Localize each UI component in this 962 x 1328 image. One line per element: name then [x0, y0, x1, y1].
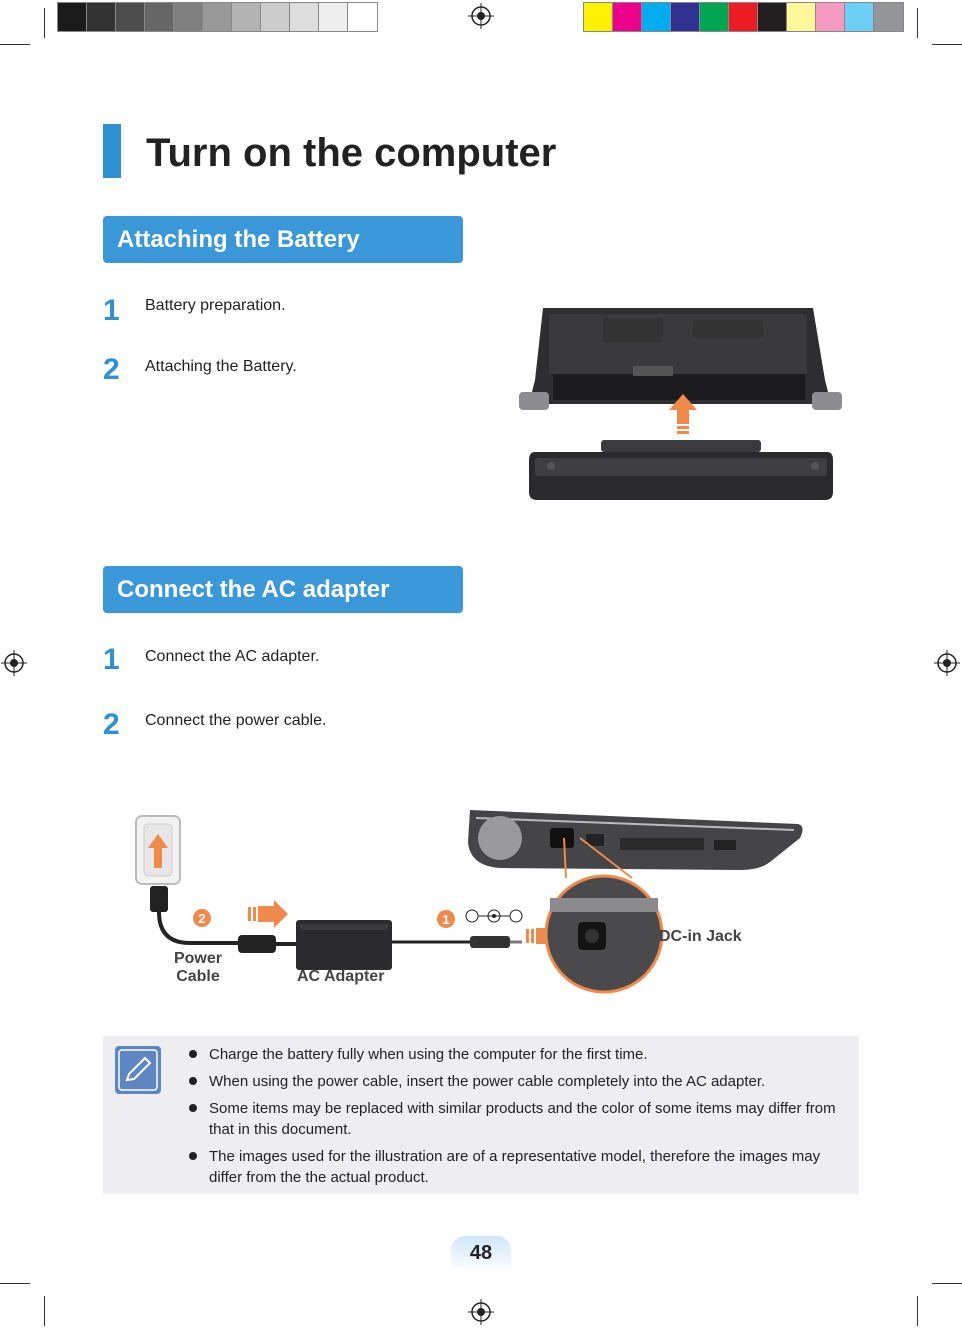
page-title: Turn on the computer — [146, 131, 557, 175]
ac-adapter-brick-icon — [296, 920, 392, 970]
ac-adapter-illustration — [130, 798, 820, 998]
ac-adapter-label: AC Adapter — [297, 968, 385, 985]
polarity-symbol-icon — [466, 910, 522, 922]
battery-step-1-number: 1 — [103, 294, 120, 327]
crop-mark — [0, 44, 30, 45]
dc-in-jack-label: DC-in Jack — [659, 928, 742, 945]
laptop-side-icon — [468, 810, 803, 870]
note-item: When using the power cable, insert the power cable completely into the AC adapter. — [189, 1071, 839, 1092]
crop-mark — [44, 8, 45, 38]
crop-mark — [44, 1296, 45, 1326]
battery-attach-illustration — [513, 300, 848, 505]
registration-mark-icon — [468, 3, 494, 29]
marker-1-text: 1 — [442, 912, 450, 927]
note-item: Charge the battery fully when using the computer for the first time. — [189, 1044, 839, 1065]
page-number: 48 — [451, 1236, 511, 1272]
color-calibration-strip — [583, 2, 904, 32]
note-item: Some items may be replaced with similar products and the color of some items may differ from that in this document. — [189, 1098, 839, 1140]
pencil-note-icon — [115, 1046, 161, 1094]
crop-mark — [932, 44, 962, 45]
crop-mark — [932, 1283, 962, 1284]
adapter-section-heading: Connect the AC adapter — [103, 566, 463, 613]
battery-step-2-text: Attaching the Battery. — [145, 358, 297, 375]
title-accent-bar — [103, 124, 121, 178]
crop-mark — [0, 1283, 30, 1284]
registration-mark-icon — [468, 1299, 494, 1325]
adapter-step-2-text: Connect the power cable. — [145, 712, 327, 729]
note-list — [189, 1044, 839, 1194]
adapter-step-1-text: Connect the AC adapter. — [145, 648, 320, 665]
battery-step-2-number: 2 — [103, 353, 120, 386]
battery-icon — [529, 440, 833, 500]
power-cable-label-line1: Power — [173, 950, 222, 967]
power-cable-label-line2: Cable — [176, 968, 220, 985]
wall-outlet-icon — [136, 816, 180, 884]
registration-mark-icon — [934, 650, 960, 676]
crop-mark — [917, 1296, 918, 1326]
registration-mark-icon — [1, 650, 27, 676]
battery-section-heading: Attaching the Battery — [103, 216, 463, 263]
power-cable-label — [173, 950, 223, 986]
crop-mark — [917, 8, 918, 38]
adapter-step-2-number: 2 — [103, 708, 120, 741]
battery-step-1-text: Battery preparation. — [145, 297, 286, 314]
marker-2-text: 2 — [198, 911, 206, 926]
grayscale-calibration-strip — [57, 2, 378, 32]
note-box — [103, 1036, 859, 1194]
adapter-step-1-number: 1 — [103, 643, 120, 676]
note-item: The images used for the illustration are of a representative model, therefore the images may differ from the the actual product. — [189, 1146, 839, 1188]
right-arrow-icon — [248, 900, 288, 928]
